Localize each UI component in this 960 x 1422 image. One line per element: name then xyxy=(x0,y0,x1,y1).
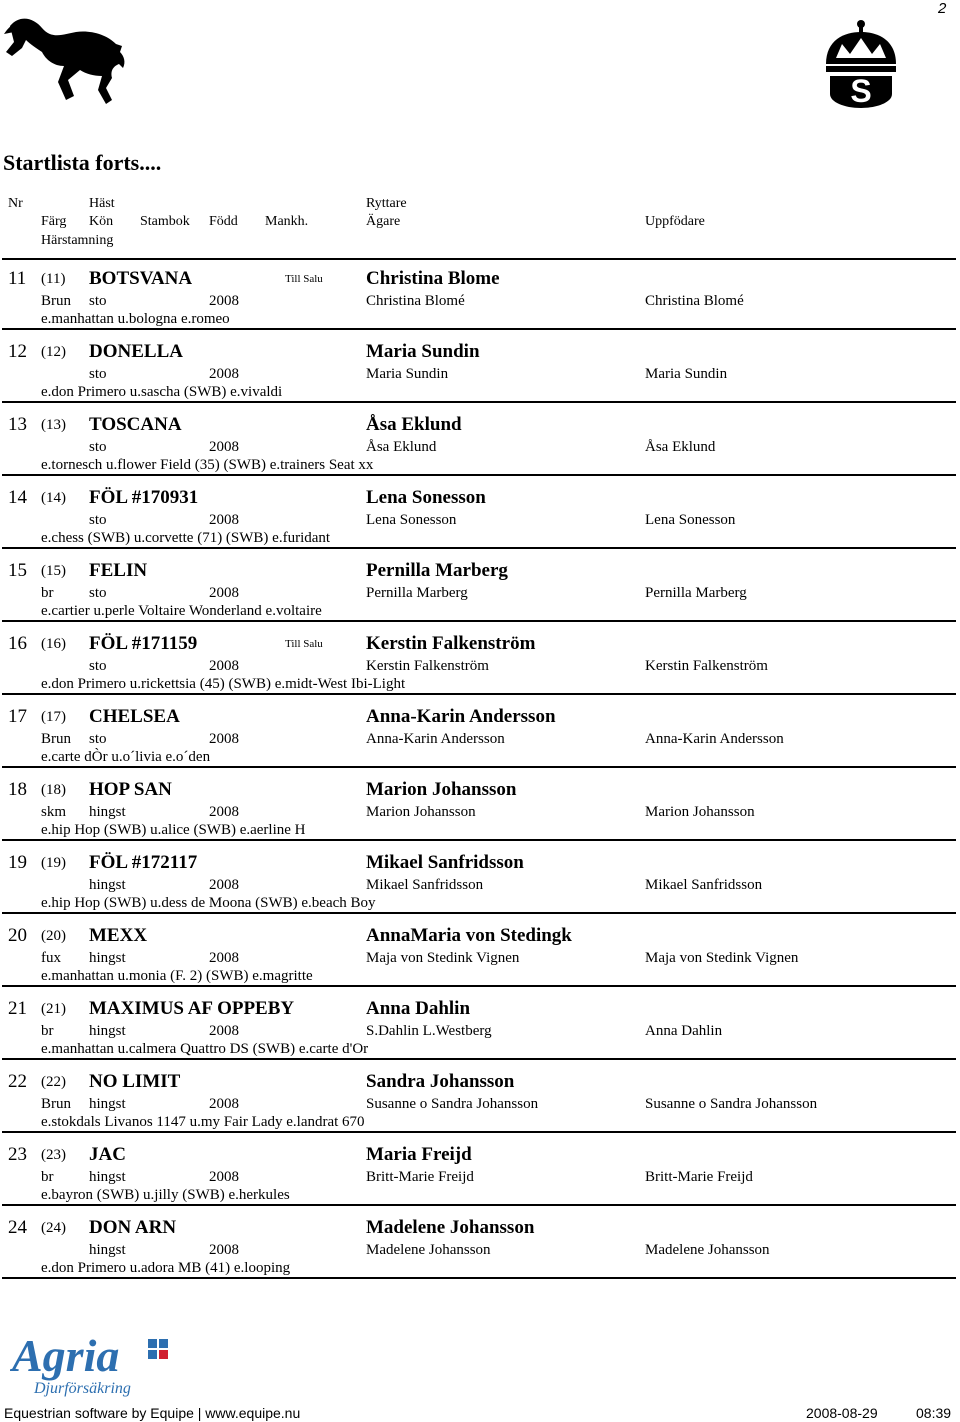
entry-number: 16 xyxy=(8,633,27,654)
entry-start-number: (21) xyxy=(41,1001,66,1017)
header-kon: Kön xyxy=(89,214,114,229)
entry-owner: Åsa Eklund xyxy=(366,439,437,455)
entry-horse-name: NO LIMIT xyxy=(89,1071,181,1092)
entry-pedigree: e.bayron (SWB) u.jilly (SWB) e.herkules xyxy=(41,1187,290,1203)
entry-rider: Christina Blome xyxy=(366,268,500,289)
entry-owner: Maria Sundin xyxy=(366,366,449,382)
entry-row xyxy=(0,852,960,925)
entry-rider: Åsa Eklund xyxy=(366,414,462,435)
entry-breeder: Kerstin Falkenström xyxy=(645,658,768,674)
entry-sex: hingst xyxy=(89,1242,126,1258)
header-harstamning: Härstamning xyxy=(41,233,114,248)
entry-rider: Anna-Karin Andersson xyxy=(366,706,556,727)
entry-color: Brun xyxy=(41,731,71,747)
entry-rider: Marion Johansson xyxy=(366,779,517,800)
entry-horse-name: BOTSVANA xyxy=(89,268,193,289)
entry-sex: hingst xyxy=(89,1023,126,1039)
entry-divider xyxy=(2,1277,956,1279)
entry-owner: Madelene Johansson xyxy=(366,1242,491,1258)
entry-horse-name: DONELLA xyxy=(89,341,183,362)
entry-horse-name: FELIN xyxy=(89,560,148,581)
entry-color: Brun xyxy=(41,293,71,309)
entry-row xyxy=(0,487,960,560)
entry-pedigree: e.hip Hop (SWB) u.alice (SWB) e.aerline H xyxy=(41,822,306,838)
entry-year: 2008 xyxy=(209,1096,239,1112)
crown-s-logo xyxy=(820,18,902,110)
entry-number: 23 xyxy=(8,1144,27,1165)
entry-breeder: Anna-Karin Andersson xyxy=(645,731,784,747)
entry-breeder: Christina Blomé xyxy=(645,293,744,309)
crown-letter: S xyxy=(850,73,872,109)
entry-pedigree: e.carte dÒr u.o´livia e.o´den xyxy=(41,749,211,765)
entry-rider: Maria Sundin xyxy=(366,341,480,362)
entry-pedigree: e.don Primero u.adora MB (41) e.looping xyxy=(41,1260,291,1276)
entry-year: 2008 xyxy=(209,293,239,309)
entry-start-number: (19) xyxy=(41,855,66,871)
entry-sex: sto xyxy=(89,439,107,455)
entry-horse-name: DON ARN xyxy=(89,1217,177,1238)
entry-breeder: Mikael Sanfridsson xyxy=(645,877,763,893)
entry-horse-name: CHELSEA xyxy=(89,706,180,727)
page-number: 2 xyxy=(938,0,947,17)
entry-row xyxy=(0,1144,960,1217)
agria-subtitle: Djurförsäkring xyxy=(34,1380,131,1397)
entry-divider xyxy=(2,1131,956,1133)
entry-number: 11 xyxy=(8,268,27,289)
entry-horse-name: MAXIMUS AF OPPEBY xyxy=(89,998,295,1019)
entry-divider xyxy=(2,1058,956,1060)
entry-number: 14 xyxy=(8,487,27,508)
entry-divider xyxy=(2,620,956,622)
entry-row xyxy=(0,633,960,706)
entry-breeder: Marion Johansson xyxy=(645,804,755,820)
entry-sex: hingst xyxy=(89,877,126,893)
entry-pedigree: e.stokdals Livanos 1147 u.my Fair Lady e.landrat 670 xyxy=(41,1114,365,1130)
entry-year: 2008 xyxy=(209,950,239,966)
entry-row xyxy=(0,779,960,852)
entry-divider xyxy=(2,693,956,695)
entry-horse-name: JAC xyxy=(89,1144,126,1165)
entry-pedigree: e.hip Hop (SWB) u.dess de Moona (SWB) e.beach Boy xyxy=(41,895,376,911)
entry-breeder: Anna Dahlin xyxy=(645,1023,723,1039)
entry-row xyxy=(0,925,960,998)
entry-breeder: Maja von Stedink Vignen xyxy=(645,950,799,966)
entry-number: 18 xyxy=(8,779,27,800)
entry-year: 2008 xyxy=(209,1169,239,1185)
entry-divider xyxy=(2,401,956,403)
agria-wordmark: Agria xyxy=(12,1330,120,1381)
entry-breeder: Pernilla Marberg xyxy=(645,585,747,601)
header-fodd: Född xyxy=(209,214,238,229)
entry-sex: sto xyxy=(89,366,107,382)
entry-sex: sto xyxy=(89,585,107,601)
entry-owner: Mikael Sanfridsson xyxy=(366,877,484,893)
entry-row xyxy=(0,998,960,1071)
entry-pedigree: e.manhattan u.bologna e.romeo xyxy=(41,311,230,327)
entry-divider xyxy=(2,839,956,841)
entry-pedigree: e.manhattan u.calmera Quattro DS (SWB) e.carte d'Or xyxy=(41,1041,369,1057)
entry-divider xyxy=(2,766,956,768)
header-mankh: Mankh. xyxy=(265,214,309,229)
entry-breeder: Britt-Marie Freijd xyxy=(645,1169,753,1185)
entry-divider xyxy=(2,474,956,476)
entry-sex: sto xyxy=(89,731,107,747)
header-agare: Ägare xyxy=(366,214,401,229)
entry-color: br xyxy=(41,1169,54,1185)
entry-start-number: (20) xyxy=(41,928,66,944)
entry-owner: Britt-Marie Freijd xyxy=(366,1169,474,1185)
entry-divider xyxy=(2,985,956,987)
entry-sex: hingst xyxy=(89,804,126,820)
entry-number: 20 xyxy=(8,925,27,946)
entry-divider xyxy=(2,1204,956,1206)
header-farg: Färg xyxy=(41,214,67,229)
horse-logo xyxy=(2,4,128,110)
entry-breeder: Maria Sundin xyxy=(645,366,728,382)
entry-pedigree: e.don Primero u.rickettsia (45) (SWB) e.midt-West Ibi-Light xyxy=(41,676,406,692)
entry-horse-name: MEXX xyxy=(89,925,148,946)
entry-pedigree: e.cartier u.perle Voltaire Wonderland e.voltaire xyxy=(41,603,322,619)
entry-color: Brun xyxy=(41,1096,71,1112)
header-uppfodare: Uppfödare xyxy=(645,214,705,229)
entry-number: 19 xyxy=(8,852,27,873)
entry-row xyxy=(0,414,960,487)
entry-divider xyxy=(2,912,956,914)
entry-color: br xyxy=(41,1023,54,1039)
entry-color: skm xyxy=(41,804,67,820)
entry-start-number: (12) xyxy=(41,344,66,360)
entry-pedigree: e.chess (SWB) u.corvette (71) (SWB) e.furidant xyxy=(41,530,331,546)
header-ryttare: Ryttare xyxy=(366,196,407,211)
entry-start-number: (18) xyxy=(41,782,66,798)
entry-year: 2008 xyxy=(209,731,239,747)
entry-owner: Lena Sonesson xyxy=(366,512,457,528)
entry-number: 17 xyxy=(8,706,27,727)
header-nr: Nr xyxy=(8,196,23,211)
entry-rider: Madelene Johansson xyxy=(366,1217,535,1238)
entry-number: 13 xyxy=(8,414,27,435)
entry-horse-name: FÖL #171159 xyxy=(89,633,198,654)
entry-breeder: Susanne o Sandra Johansson xyxy=(645,1096,818,1112)
entry-start-number: (22) xyxy=(41,1074,66,1090)
entry-color: fux xyxy=(41,950,61,966)
entry-divider xyxy=(2,328,956,330)
header-hast: Häst xyxy=(89,196,115,211)
entry-row xyxy=(0,560,960,633)
entry-sex: sto xyxy=(89,512,107,528)
page-title: Startlista forts.... xyxy=(3,150,162,175)
entry-start-number: (13) xyxy=(41,417,66,433)
entry-sale-tag: Till Salu xyxy=(285,638,323,650)
entry-number: 21 xyxy=(8,998,27,1019)
entry-start-number: (24) xyxy=(41,1220,66,1236)
entry-row xyxy=(0,706,960,779)
entry-owner: Anna-Karin Andersson xyxy=(366,731,505,747)
entry-year: 2008 xyxy=(209,658,239,674)
entry-row xyxy=(0,341,960,414)
entry-year: 2008 xyxy=(209,585,239,601)
entry-start-number: (17) xyxy=(41,709,66,725)
entry-year: 2008 xyxy=(209,1023,239,1039)
entry-sex: hingst xyxy=(89,1169,126,1185)
entry-horse-name: FÖL #170931 xyxy=(89,487,199,508)
entry-year: 2008 xyxy=(209,804,239,820)
header-stambok: Stambok xyxy=(140,214,190,229)
entry-pedigree: e.don Primero u.sascha (SWB) e.vivaldi xyxy=(41,384,283,400)
entry-year: 2008 xyxy=(209,366,239,382)
entry-rider: Anna Dahlin xyxy=(366,998,471,1019)
entry-rider: Mikael Sanfridsson xyxy=(366,852,524,873)
entry-pedigree: e.manhattan u.monia (F. 2) (SWB) e.magritte xyxy=(41,968,313,984)
entry-horse-name: TOSCANA xyxy=(89,414,182,435)
entry-rider: AnnaMaria von Stedingk xyxy=(366,925,572,946)
footer-time: 08:39 xyxy=(916,1405,952,1421)
entry-number: 12 xyxy=(8,341,27,362)
entry-sale-tag: Till Salu xyxy=(285,273,323,285)
entry-owner: Kerstin Falkenström xyxy=(366,658,489,674)
entry-owner: Pernilla Marberg xyxy=(366,585,468,601)
footer-credit: Equestrian software by Equipe | www.equipe.nu xyxy=(4,1405,301,1421)
entry-owner: Maja von Stedink Vignen xyxy=(366,950,520,966)
agria-logo xyxy=(10,1325,170,1400)
entry-breeder: Madelene Johansson xyxy=(645,1242,770,1258)
entry-owner: S.Dahlin L.Westberg xyxy=(366,1023,492,1039)
entry-owner: Christina Blomé xyxy=(366,293,465,309)
entry-start-number: (16) xyxy=(41,636,66,652)
entry-owner: Susanne o Sandra Johansson xyxy=(366,1096,539,1112)
entry-rider: Kerstin Falkenström xyxy=(366,633,536,654)
entry-start-number: (15) xyxy=(41,563,66,579)
entry-start-number: (11) xyxy=(41,271,66,287)
entry-owner: Marion Johansson xyxy=(366,804,476,820)
entry-color: br xyxy=(41,585,54,601)
entry-rider: Lena Sonesson xyxy=(366,487,486,508)
entry-year: 2008 xyxy=(209,1242,239,1258)
header-divider xyxy=(2,258,956,260)
entry-row xyxy=(0,1217,960,1290)
footer-date: 2008-08-29 xyxy=(806,1405,878,1421)
entry-rider: Pernilla Marberg xyxy=(366,560,508,581)
entry-row xyxy=(0,1071,960,1144)
entry-number: 22 xyxy=(8,1071,27,1092)
entry-pedigree: e.tornesch u.flower Field (35) (SWB) e.trainers Seat xx xyxy=(41,457,374,473)
entry-year: 2008 xyxy=(209,439,239,455)
entry-row xyxy=(0,268,960,341)
entry-year: 2008 xyxy=(209,877,239,893)
entry-start-number: (14) xyxy=(41,490,66,506)
entry-divider xyxy=(2,547,956,549)
entry-sex: hingst xyxy=(89,950,126,966)
entry-sex: sto xyxy=(89,293,107,309)
entry-sex: hingst xyxy=(89,1096,126,1112)
entry-year: 2008 xyxy=(209,512,239,528)
entry-breeder: Åsa Eklund xyxy=(645,439,716,455)
entry-breeder: Lena Sonesson xyxy=(645,512,736,528)
entry-start-number: (23) xyxy=(41,1147,66,1163)
entry-rider: Sandra Johansson xyxy=(366,1071,515,1092)
entry-number: 15 xyxy=(8,560,27,581)
entry-horse-name: HOP SAN xyxy=(89,779,172,800)
entry-sex: sto xyxy=(89,658,107,674)
entry-number: 24 xyxy=(8,1217,27,1238)
entry-horse-name: FÖL #172117 xyxy=(89,852,198,873)
entry-rider: Maria Freijd xyxy=(366,1144,472,1165)
